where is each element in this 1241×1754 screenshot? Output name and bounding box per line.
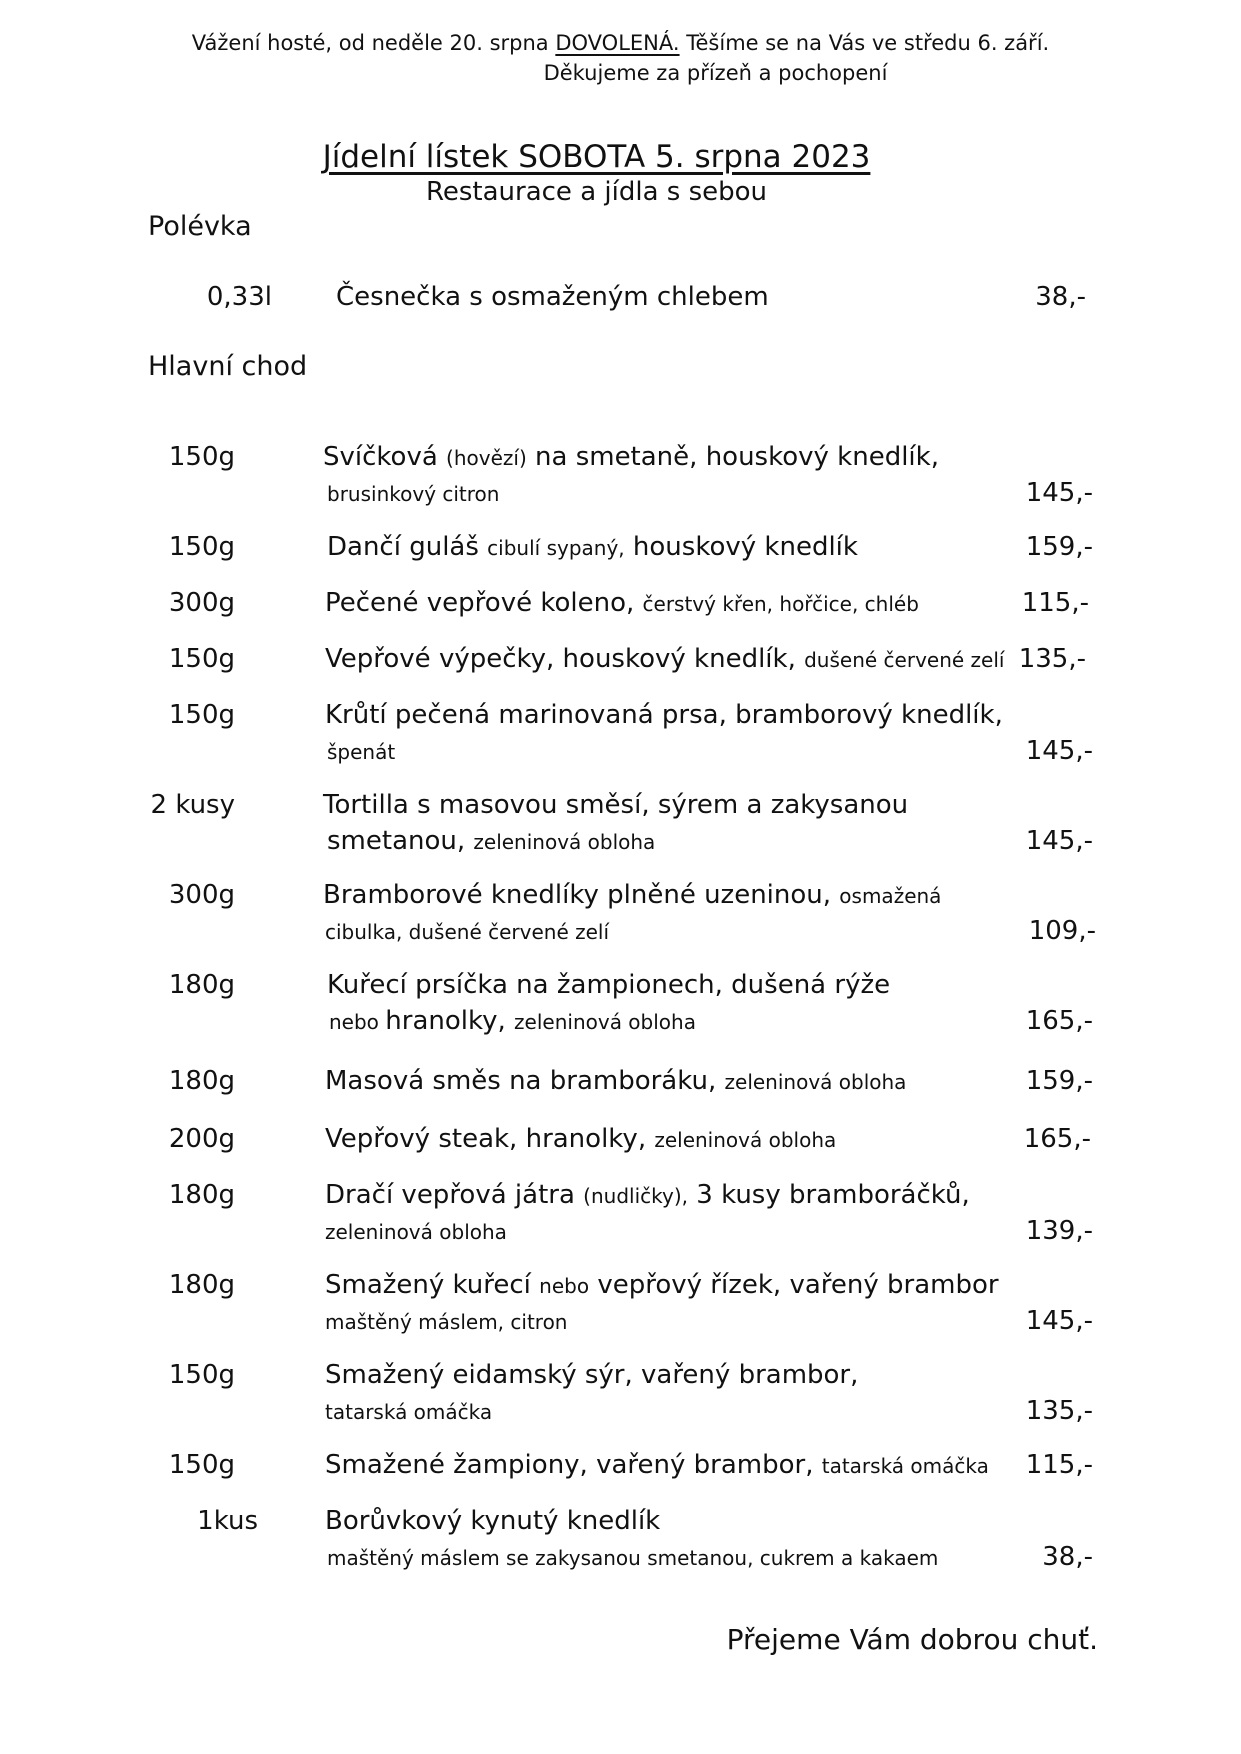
- item-detail: zeleninová obloha: [325, 1220, 507, 1244]
- item-price: 159,-: [1025, 532, 1093, 562]
- item-detail: maštěný máslem se zakysanou smetanou, cukrem a kakaem: [327, 1546, 939, 1570]
- item-detail: špenát: [327, 740, 396, 764]
- item-qty: 150g: [168, 644, 235, 674]
- item-name: Krůtí pečená marinovaná prsa, bramborový knedlík,: [325, 700, 1003, 730]
- item-qty: 150g: [168, 1360, 235, 1390]
- item-qty: 180g: [168, 1066, 235, 1096]
- notice-thanks: Děkujeme za přízeň a pochopení: [543, 61, 888, 85]
- item-price: 38,-: [1042, 1542, 1093, 1572]
- item-price: 109,-: [1028, 916, 1096, 946]
- item-price: 145,-: [1025, 1306, 1093, 1336]
- item-price: 159,-: [1025, 1066, 1093, 1096]
- item-price: 165,-: [1023, 1124, 1091, 1154]
- closing-wish: Přejeme Vám dobrou chuť.: [726, 1623, 1098, 1656]
- item-name: Tortilla s masovou směsí, sýrem a zakysanou: [323, 790, 909, 820]
- item-price: 115,-: [1025, 1450, 1093, 1480]
- item-name: Smažené žampiony, vařený brambor, tatarská omáčka: [325, 1450, 989, 1480]
- item-qty: 150g: [168, 442, 235, 472]
- item-price: 135,-: [1025, 1396, 1093, 1426]
- item-name: Dračí vepřová játra (nudličky), 3 kusy bramboráčků,: [325, 1180, 970, 1210]
- item-qty: 150g: [168, 700, 235, 730]
- item-qty: 300g: [168, 880, 235, 910]
- item-name: Kuřecí prsíčka na žampionech, dušená rýže: [327, 970, 891, 1000]
- item-detail: brusinkový citron: [327, 482, 500, 506]
- item-price: 115,-: [1021, 588, 1089, 618]
- item-name: Pečené vepřové koleno, čerstvý křen, hořčice, chléb: [325, 588, 919, 618]
- item-detail: cibulka, dušené červené zelí: [325, 920, 610, 944]
- item-name: Smažený eidamský sýr, vařený brambor,: [325, 1360, 859, 1390]
- menu-title: Jídelní lístek SOBOTA 5. srpna 2023: [322, 139, 871, 175]
- item-price: 145,-: [1025, 826, 1093, 856]
- item-price: 145,-: [1025, 478, 1093, 508]
- notice-holiday: DOVOLENÁ.: [555, 31, 680, 55]
- section-main: Hlavní chod: [148, 351, 308, 382]
- item-price: 139,-: [1025, 1216, 1093, 1246]
- notice-text-start: Vážení hosté, od neděle 20. srpna: [191, 31, 556, 55]
- item-detail: smetanou, zeleninová obloha: [327, 826, 656, 856]
- item-qty: 1kus: [197, 1506, 258, 1536]
- item-price: 135,-: [1018, 644, 1086, 674]
- item-name: Dančí guláš cibulí sypaný, houskový knedlík: [327, 532, 858, 562]
- item-name: Vepřové výpečky, houskový knedlík, dušené červené zelí: [325, 644, 1005, 674]
- item-detail: nebo hranolky, zeleninová obloha: [329, 1006, 696, 1036]
- item-name: Masová směs na bramboráku, zeleninová obloha: [325, 1066, 907, 1096]
- section-soup: Polévka: [148, 211, 252, 242]
- item-name: Vepřový steak, hranolky, zeleninová obloha: [325, 1124, 837, 1154]
- item-qty: 2 kusy: [150, 790, 235, 820]
- item-name: Svíčková (hovězí) na smetaně, houskový knedlík,: [323, 442, 939, 472]
- item-name: Smažený kuřecí nebo vepřový řízek, vařený brambor: [325, 1270, 999, 1300]
- item-qty: 180g: [168, 970, 235, 1000]
- holiday-notice: [0, 28, 1241, 88]
- item-qty: 150g: [168, 1450, 235, 1480]
- item-qty: 180g: [168, 1180, 235, 1210]
- notice-text-end: Těšíme se na Vás ve středu 6. září.: [679, 31, 1050, 55]
- item-qty: 180g: [168, 1270, 235, 1300]
- item-price: 38,-: [1035, 282, 1086, 312]
- item-price: 165,-: [1025, 1006, 1093, 1036]
- item-qty: 300g: [168, 588, 235, 618]
- item-detail: tatarská omáčka: [325, 1400, 493, 1424]
- item-price: 145,-: [1025, 736, 1093, 766]
- menu-subtitle: Restaurace a jídla s sebou: [425, 177, 768, 207]
- item-qty: 150g: [168, 532, 235, 562]
- item-name: Borůvkový kynutý knedlík: [325, 1506, 661, 1536]
- item-qty: 200g: [168, 1124, 235, 1154]
- item-name: Česnečka s osmaženým chlebem: [336, 282, 769, 312]
- item-qty: 0,33l: [206, 282, 272, 312]
- item-name: Bramborové knedlíky plněné uzeninou, osmažená: [323, 880, 942, 910]
- item-detail: maštěný máslem, citron: [325, 1310, 568, 1334]
